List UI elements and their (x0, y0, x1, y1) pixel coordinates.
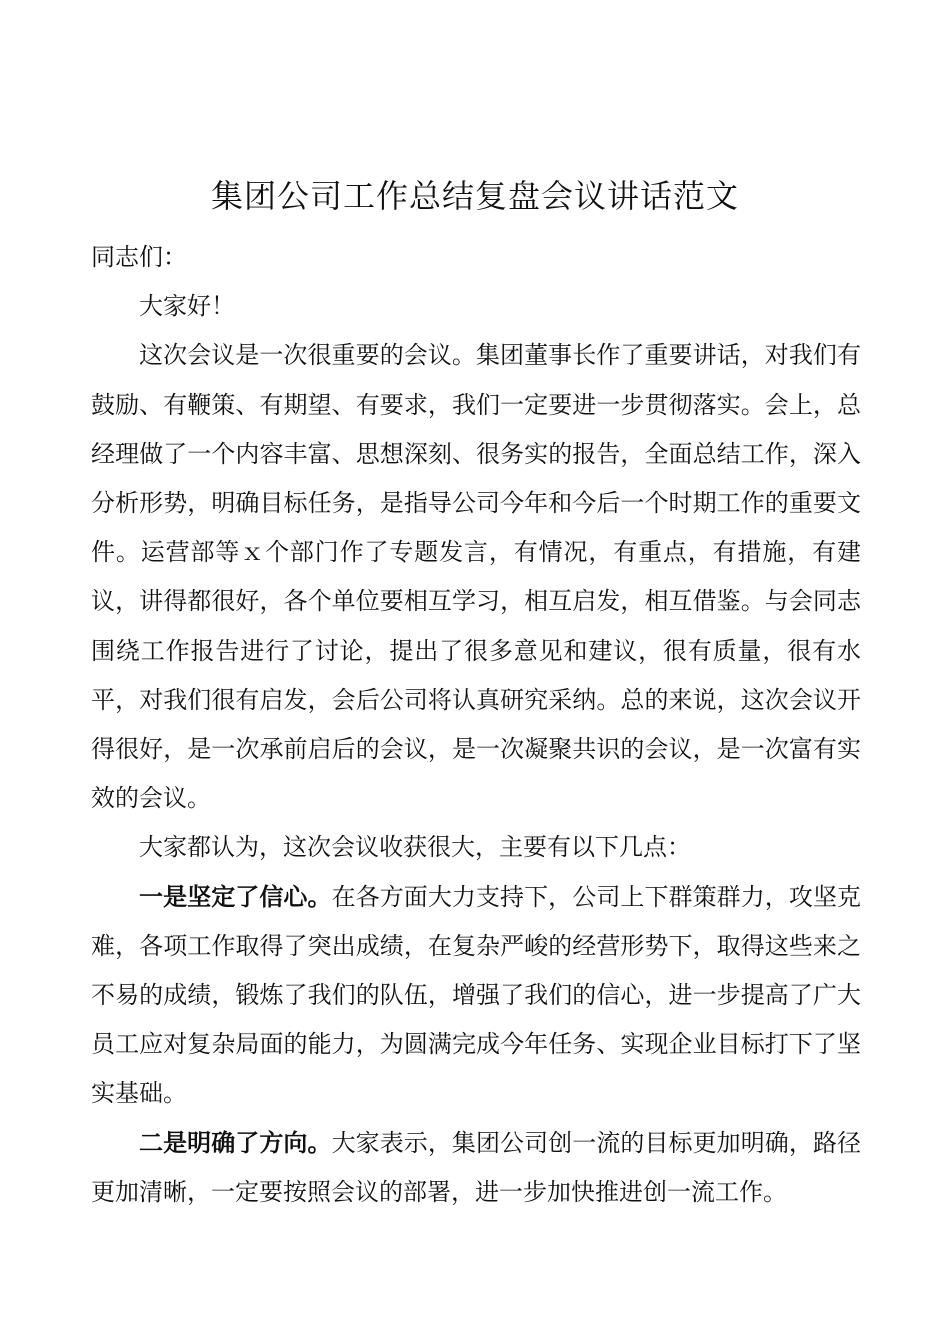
point-1-lead: 一是坚定了信心。 (139, 882, 332, 911)
greeting: 大家好！ (139, 292, 235, 321)
point-2-paragraph (91, 1119, 861, 1217)
document-title: 集团公司工作总结复盘会议讲话范文 (210, 177, 739, 215)
point-1-paragraph (91, 873, 861, 1119)
point-1-text: 在各方面大力支持下，公司上下群策群力，攻坚克难，各项工作取得了突出成绩，在复杂严峻的经营形势下，取得这些来之不易的成绩，锻炼了我们的队伍，增强了我们的信心，进一步提高了广大员工应对复杂局面的能力，为圆满完成今年任务、实现企业目标打下了坚实基础。 (91, 882, 862, 1108)
salutation: 同志们： (91, 243, 187, 271)
document-body (91, 233, 861, 1217)
paragraph-2: 大家都认为，这次会议收获很大，主要有以下几点： (139, 833, 691, 862)
point-2-text: 大家表示，集团公司创一流的目标更加明确，路径更加清晰，一定要按照会议的部署，进一步加快推进创一流工作。 (91, 1128, 862, 1206)
paragraph-1: 这次会议是一次很重要的会议。集团董事长作了重要讲话，对我们有鼓励、有鞭策、有期望、有要求，我们一定要进一步贯彻落实。会上，总经理做了一个内容丰富、思想深刻、很务实的报告，全面总结工作，深入分析形势，明确目标任务，是指导公司今年和今后一个时期工作的重要文件。运营部等ｘ个部门作了专题发言，有情况，有重点，有措施，有建议，讲得都很好，各个单位要相互学习，相互启发，相互借鉴。与会同志围绕工作报告进行了讨论，提出了很多意见和建议，很有质量，很有水平，对我们很有启发，会后公司将认真研究采纳。总的来说，这次会议开得很好，是一次承前启后的会议，是一次凝聚共识的会议，是一次富有实效的会议。 (91, 341, 861, 813)
point-2-lead: 二是明确了方向。 (139, 1128, 332, 1157)
